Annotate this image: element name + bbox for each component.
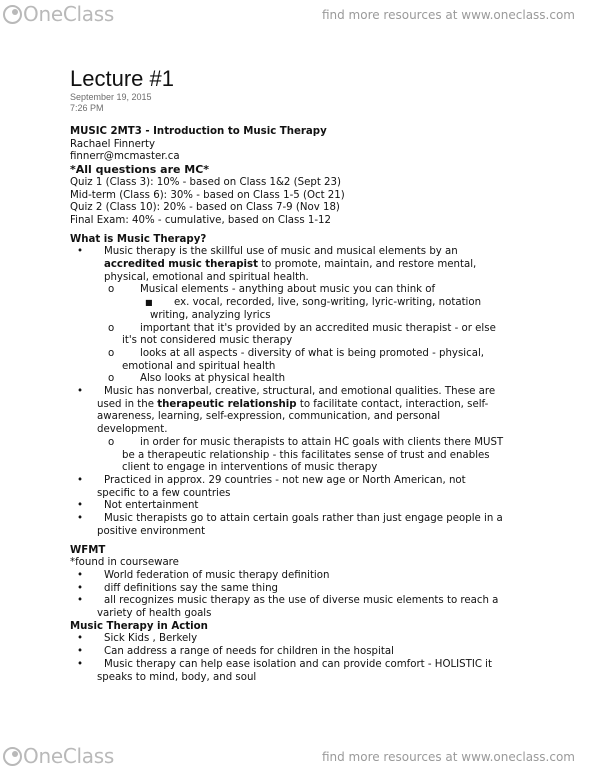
bullet-icon: • — [77, 246, 84, 258]
section-heading: WFMT — [70, 544, 106, 556]
bullet-item: • Music therapy can help ease isolation and can provide comfort - HOLISTIC it — [77, 658, 493, 670]
bullet-icon: • — [77, 513, 84, 525]
logo-text: OneClass — [23, 2, 114, 26]
bullet-item: • all recognizes music therapy as the use of diverse music elements to reach a — [77, 595, 499, 607]
bullet-icon: • — [77, 646, 84, 658]
course-name: MUSIC 2MT3 - Introduction to Music Therapy — [70, 126, 327, 137]
exam-note: *All questions are MC* — [70, 163, 210, 177]
page-title: Lecture #1 — [70, 66, 174, 91]
sub-bullet-item: o Musical elements - anything about music you can think of — [108, 284, 436, 296]
circle-bullet-icon: o — [108, 322, 115, 334]
circle-bullet-icon: o — [108, 436, 115, 448]
bullet-continuation: positive environment — [97, 525, 206, 537]
assessment-item: Quiz 1 (Class 3): 10% - based on Class 1&2 (Sept 23) — [70, 176, 341, 188]
bullet-icon: • — [77, 500, 84, 512]
bullet-continuation: writing, analyzing lyrics — [150, 309, 271, 321]
bullet-item: • Practiced in approx. 29 countries - not new age or North American, not — [77, 474, 466, 486]
bullet-item: • Music therapists go to attain certain goals rather than just engage people in a — [77, 513, 503, 525]
oneclass-logo[interactable] — [3, 2, 114, 26]
logo-text: OneClass — [23, 744, 114, 768]
assessment-item: Quiz 2 (Class 10): 20% - based on Class 7-9 (Nov 18) — [70, 202, 340, 214]
bullet-item: • Music therapy is the skillful use of music and musical elements by an accredited music therapist to promote, maintain, and restore mental, physical, emotional and spiritual health. — [77, 246, 477, 283]
promo-link[interactable]: find more resources at www.oneclass.com — [321, 750, 575, 764]
section-heading: What is Music Therapy? — [70, 233, 207, 245]
sub-bullet-item: o looks at all aspects - diversity of what is being promoted - physical, — [108, 347, 485, 359]
bullet-continuation: awareness, learning, self-expression, communication, and personal — [97, 411, 441, 423]
bullet-item: • diff definitions say the same thing — [77, 582, 279, 594]
bullet-continuation: variety of health goals — [97, 608, 212, 620]
assessment-item: Final Exam: 40% - cumulative, based on Class 1-12 — [70, 214, 332, 226]
section-heading: Music Therapy in Action — [70, 620, 208, 632]
sub-sub-bullet-item: ■ ex. vocal, recorded, live, song-writing, lyric-writing, notation — [145, 297, 482, 309]
bullet-icon: • — [77, 474, 84, 486]
lecture-meta — [70, 92, 580, 114]
instructor-email: finnerr@mcmaster.ca — [70, 151, 180, 163]
square-bullet-icon: ■ — [145, 298, 153, 308]
bullet-continuation: used in the therapeutic relationship to facilitate contact, interaction, self- — [97, 398, 489, 410]
bullet-continuation: speaks to mind, body, and soul — [97, 671, 257, 683]
lecture-notes — [70, 66, 580, 684]
oneclass-logo-icon — [3, 747, 22, 766]
page-header — [0, 0, 595, 30]
sub-bullet-item: o important that it's provided by an accredited music therapist - or else — [108, 322, 496, 334]
bullet-item: • Not entertainment — [77, 500, 199, 512]
page-footer — [0, 740, 595, 770]
section-note: *found in courseware — [70, 557, 179, 569]
bullet-continuation: emotional and spiritual health — [122, 360, 276, 372]
instructor-name: Rachael Finnerty — [70, 138, 156, 150]
bullet-continuation: it's not considered music therapy — [122, 335, 293, 347]
oneclass-logo-icon — [3, 5, 22, 24]
sub-bullet-item: o Also looks at physical health — [108, 373, 286, 385]
assessment-item: Mid-term (Class 6): 30% - based on Class 1-5 (Oct 21) — [70, 189, 345, 201]
bullet-icon: • — [77, 582, 84, 594]
circle-bullet-icon: o — [108, 347, 115, 359]
circle-bullet-icon: o — [108, 284, 115, 296]
circle-bullet-icon: o — [108, 373, 115, 385]
bullet-item: • Sick Kids , Berkely — [77, 633, 198, 645]
bullet-continuation: specific to a few countries — [97, 487, 231, 499]
oneclass-logo[interactable] — [3, 744, 114, 768]
bullet-icon: • — [77, 569, 84, 581]
sub-bullet-item: o in order for music therapists to attain HC goals with clients there MUST — [108, 436, 504, 448]
lecture-date: September 19, 2015 — [70, 92, 152, 102]
bullet-icon: • — [77, 633, 84, 645]
lecture-time: 7:26 PM — [70, 103, 104, 113]
bullet-item: • Music has nonverbal, creative, structural, and emotional qualities. These are — [77, 386, 496, 398]
promo-link[interactable]: find more resources at www.oneclass.com — [321, 8, 575, 22]
bullet-icon: • — [77, 386, 84, 398]
bullet-item: • World federation of music therapy definition — [77, 569, 330, 581]
bullet-icon: • — [77, 658, 84, 670]
bullet-continuation: be a therapeutic relationship - this facilitates sense of trust and enables — [122, 449, 490, 461]
bullet-icon: • — [77, 595, 84, 607]
bullet-continuation: development. — [97, 424, 168, 436]
bullet-item: • Can address a range of needs for children in the hospital — [77, 646, 394, 658]
bullet-continuation: client to engage in interventions of music therapy — [122, 462, 378, 474]
